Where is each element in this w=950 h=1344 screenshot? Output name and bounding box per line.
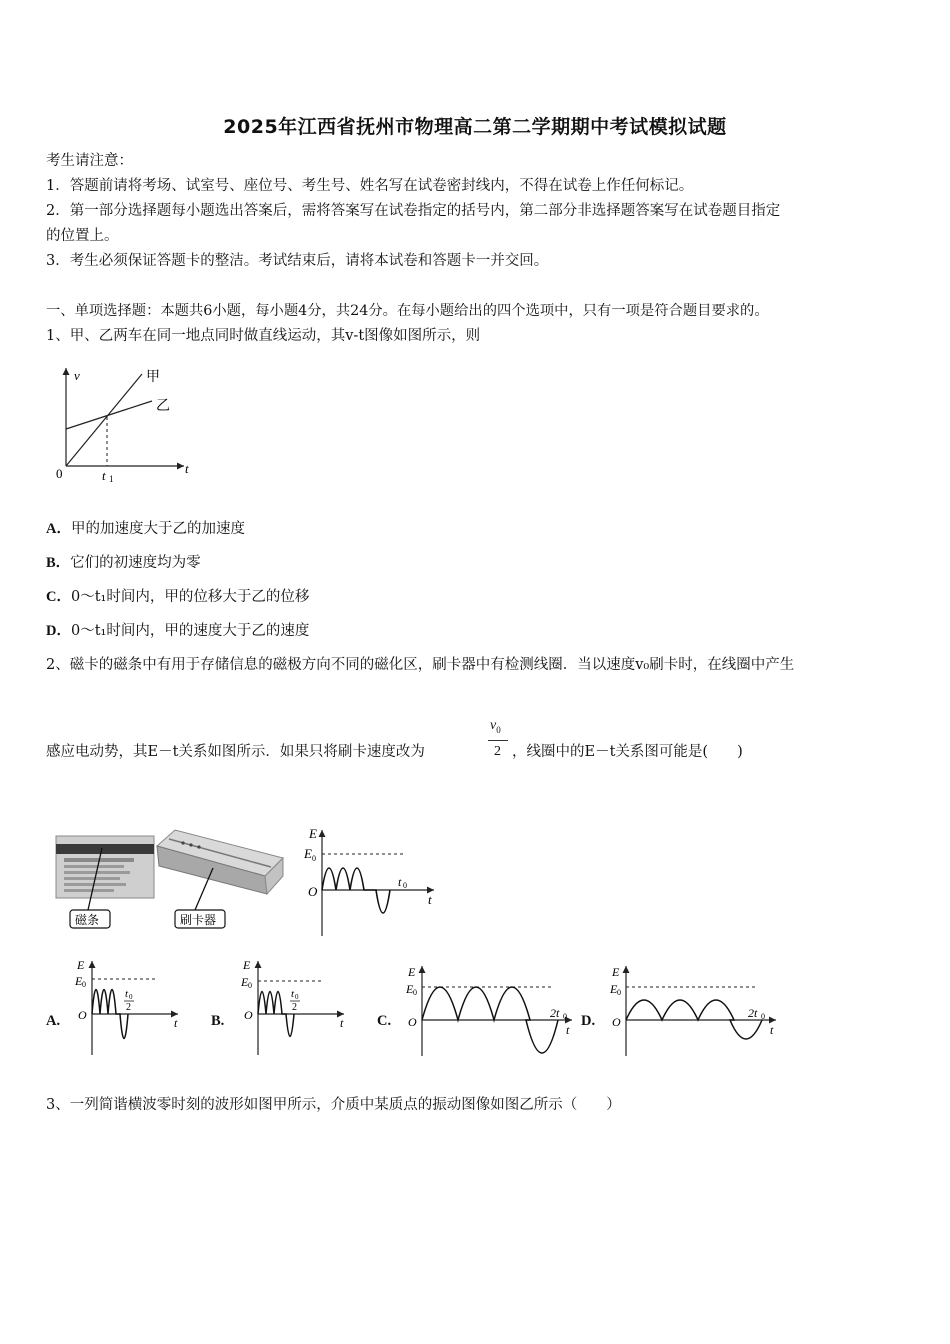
q2-option-d-letter[interactable]: D. (581, 1013, 596, 1029)
main-et-graph (298, 824, 446, 940)
e0-subscript: 0 (82, 980, 86, 989)
option-text: 甲的加速度大于乙的加速度 (70, 521, 245, 537)
origin-label: 0 (56, 466, 63, 481)
notice-item-1: 1．答题前请将考场、试室号、座位号、考生号、姓名写在试卷密封线内，不得在试卷上作任何标记。 (46, 178, 694, 194)
option-letter: A． (46, 521, 71, 537)
v-label: v (74, 368, 80, 383)
e-axis-label: E (612, 965, 620, 979)
frac-num-v: v (490, 718, 497, 733)
frac-num-sub: 0 (496, 724, 501, 735)
q1-option-b[interactable] (46, 553, 201, 573)
t-label: t (185, 461, 189, 476)
e0-label: E (304, 846, 312, 861)
origin-label: O (308, 884, 318, 899)
magstrip-label: 磁条 (75, 913, 100, 927)
question-2-stem-part-b: ，线圈中的E－t关系图可能是( ) (512, 744, 743, 760)
e-axis-label: E (309, 826, 317, 841)
two-t0-label: 2t (550, 1006, 560, 1020)
t-axis-label: t (340, 1016, 344, 1030)
e0-label: E (406, 982, 414, 996)
t-axis-label: t (770, 1023, 774, 1037)
q2-option-a-graph[interactable] (70, 955, 188, 1059)
magnetic-card-image (54, 832, 158, 932)
q1-option-d[interactable] (46, 621, 309, 641)
option-letter: B． (46, 555, 71, 571)
reader-label: 刷卡器 (180, 913, 217, 927)
origin-label: O (78, 1008, 87, 1022)
e-axis-label: E (77, 958, 85, 972)
e0-subscript: 0 (312, 854, 316, 863)
q1-option-a[interactable] (46, 519, 245, 539)
half-t0-num-sub: 0 (129, 993, 133, 1001)
q2-option-d-graph[interactable] (606, 962, 786, 1058)
half-t0-num-sub: 0 (295, 993, 299, 1001)
card-reader-image (155, 826, 287, 932)
q2-option-a-letter[interactable]: A. (46, 1013, 61, 1029)
t0-label: t (398, 875, 402, 889)
question-1-stem: 1、甲、乙两车在同一地点同时做直线运动，其v-t图像如图所示，则 (46, 328, 481, 344)
line-jia (66, 374, 142, 466)
e0-subscript: 0 (248, 981, 252, 990)
two-t0-subscript: 0 (761, 1012, 765, 1021)
t-axis-label: t (566, 1023, 570, 1037)
option-text: 0～t₁时间内，甲的速度大于乙的速度 (70, 623, 310, 639)
q1-option-c[interactable] (46, 587, 309, 607)
option-text: 0～t₁时间内，甲的位移大于乙的位移 (70, 589, 310, 605)
fraction-bar (488, 740, 508, 741)
question-2-stem-part-a: 感应电动势，其E－t关系如图所示．如果只将刷卡速度改为 (46, 744, 425, 760)
page-title: 2025年江西省抚州市物理高二第二学期期中考试模拟试题 (223, 116, 727, 138)
e0-label: E (241, 975, 249, 989)
section-heading: 一、单项选择题：本题共6小题，每小题4分，共24分。在每小题给出的四个选项中，只有一项是符合题目要求的。 (46, 303, 769, 319)
t-axis-label: t (174, 1016, 178, 1030)
option-letter: C． (46, 589, 71, 605)
e0-subscript: 0 (413, 988, 417, 997)
e-axis-label: E (408, 965, 416, 979)
jia-label: 甲 (146, 370, 160, 385)
half-t0-numerator: t (125, 988, 129, 1000)
q2-option-c-graph[interactable] (402, 962, 582, 1058)
notice-heading: 考生请注意： (46, 153, 133, 169)
t1-label: t (102, 468, 106, 483)
half-t0-numerator: t (291, 988, 295, 1000)
t1-subscript: 1 (109, 474, 114, 484)
fraction-denominator: 2 (494, 744, 501, 759)
notice-item-2: 2．第一部分选择题每小题选出答案后，需将答案写在试卷指定的括号内，第二部分非选择题答案写在试卷题目指定 (46, 203, 781, 219)
t0-subscript: 0 (403, 881, 407, 890)
origin-label: O (408, 1015, 417, 1029)
question-3-stem: 3、一列简谐横波零时刻的波形如图甲所示，介质中某质点的振动图像如图乙所示（ ） (46, 1097, 621, 1113)
option-text: 它们的初速度均为零 (70, 555, 201, 571)
notice-item-3: 3．考生必须保证答题卡的整洁。考试结束后，请将本试卷和答题卡一并交回。 (46, 253, 549, 269)
e0-label: E (75, 974, 83, 988)
origin-label: O (612, 1015, 621, 1029)
e0-label: E (610, 982, 618, 996)
two-t0-subscript: 0 (563, 1012, 567, 1021)
t-axis-label: t (428, 892, 432, 907)
notice-item-2-cont: 的位置上。 (46, 228, 119, 244)
vt-graph (50, 362, 200, 487)
fraction-numerator (490, 718, 501, 735)
e0-subscript: 0 (617, 988, 621, 997)
line-yi (66, 401, 152, 429)
yi-label: 乙 (156, 399, 170, 414)
q2-option-c-letter[interactable]: C. (377, 1013, 392, 1029)
half-t0-denominator: 2 (292, 1002, 297, 1013)
origin-label: O (244, 1008, 253, 1022)
e-axis-label: E (243, 958, 251, 972)
question-2-stem: 2、磁卡的磁条中有用于存储信息的磁极方向不同的磁化区，刷卡器中有检测线圈．当以速度v₀刷卡时，在线圈中产生 (46, 657, 795, 673)
two-t0-label: 2t (748, 1006, 758, 1020)
q2-option-b-graph[interactable] (236, 955, 354, 1059)
q2-option-b-letter[interactable]: B. (211, 1013, 225, 1029)
option-letter: D． (46, 623, 71, 639)
half-t0-denominator: 2 (126, 1002, 131, 1013)
